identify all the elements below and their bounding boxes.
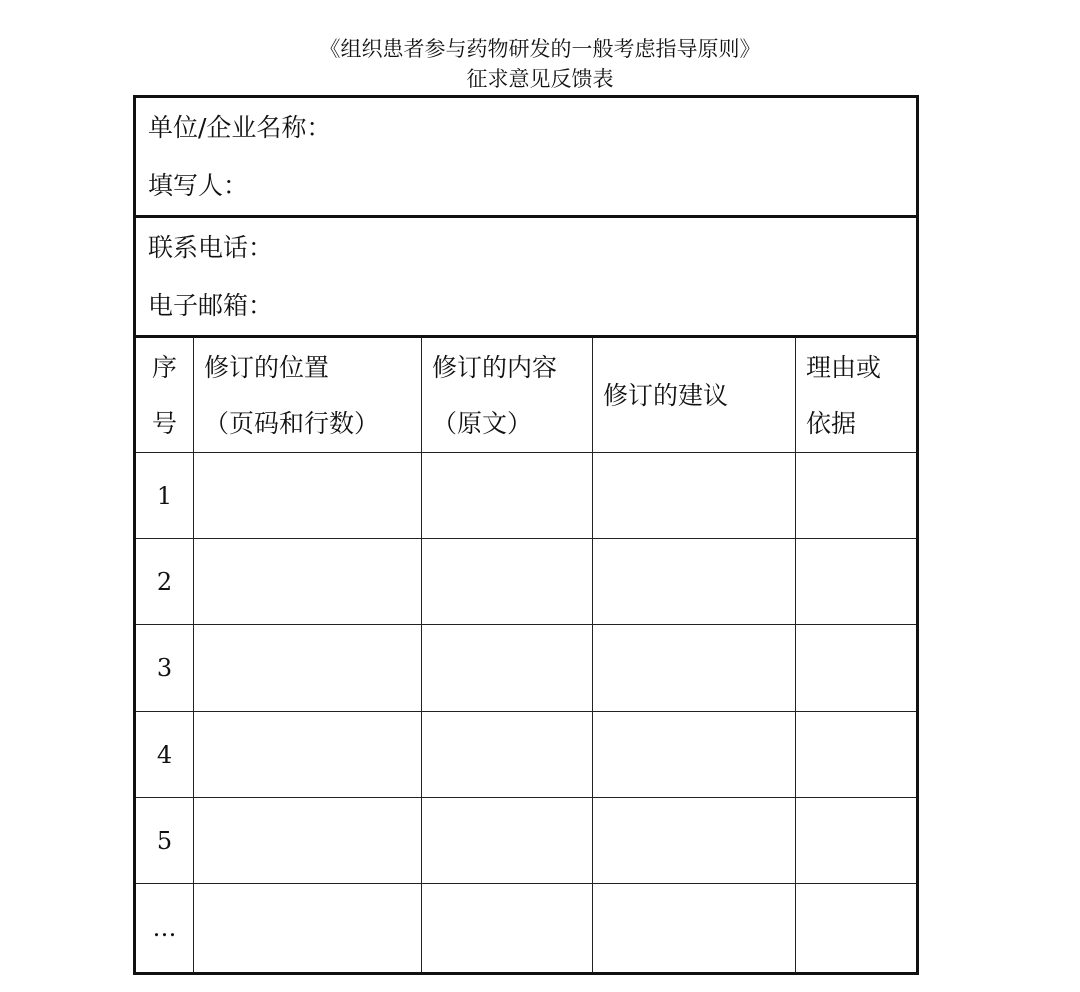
reason-cell[interactable] [796, 625, 918, 712]
document-title: 《组织患者参与药物研发的一般考虑指导原则》 [319, 37, 761, 61]
position-cell[interactable] [194, 712, 422, 798]
header-seq: 序 号 [135, 337, 194, 453]
content-cell[interactable] [422, 884, 593, 974]
feedback-form-table [133, 95, 919, 975]
contact-info-section [135, 217, 918, 337]
reason-cell[interactable] [796, 712, 918, 798]
table-row [135, 539, 918, 625]
content-cell[interactable] [422, 539, 593, 625]
position-cell[interactable] [194, 798, 422, 884]
reason-cell[interactable] [796, 539, 918, 625]
position-cell[interactable] [194, 539, 422, 625]
position-cell[interactable] [194, 625, 422, 712]
table-row [135, 625, 918, 712]
row-number: 3 [135, 625, 194, 712]
row-number: 4 [135, 712, 194, 798]
header-reason: 理由或 依据 [796, 337, 918, 453]
suggestion-cell[interactable] [593, 625, 796, 712]
suggestion-cell[interactable] [593, 712, 796, 798]
document-header [0, 34, 1080, 94]
header-content: 修订的内容 （原文） [422, 337, 593, 453]
table-row [135, 884, 918, 974]
phone-label: 联系电话： [148, 233, 274, 262]
email-label: 电子邮箱： [148, 291, 274, 320]
reason-cell[interactable] [796, 453, 918, 539]
org-info-section [135, 97, 918, 217]
reason-cell[interactable] [796, 798, 918, 884]
content-cell[interactable] [422, 625, 593, 712]
reason-cell[interactable] [796, 884, 918, 974]
suggestion-cell[interactable] [593, 798, 796, 884]
table-row [135, 798, 918, 884]
header-position: 修订的位置 （页码和行数） [194, 337, 422, 453]
suggestion-cell[interactable] [593, 539, 796, 625]
filler-label: 填写人： [148, 171, 249, 200]
position-cell[interactable] [194, 453, 422, 539]
table-row [135, 712, 918, 798]
content-cell[interactable] [422, 798, 593, 884]
content-cell[interactable] [422, 712, 593, 798]
row-number: 1 [135, 453, 194, 539]
table-row [135, 453, 918, 539]
document-subtitle: 征求意见反馈表 [466, 67, 614, 91]
org-name-label: 单位/企业名称： [148, 113, 332, 142]
row-number: 5 [135, 798, 194, 884]
position-cell[interactable] [194, 884, 422, 974]
row-number: 2 [135, 539, 194, 625]
suggestion-cell[interactable] [593, 453, 796, 539]
header-suggestion: 修订的建议 [593, 337, 796, 453]
suggestion-cell[interactable] [593, 884, 796, 974]
table-header-row [135, 337, 918, 453]
row-number: … [135, 884, 194, 974]
content-cell[interactable] [422, 453, 593, 539]
